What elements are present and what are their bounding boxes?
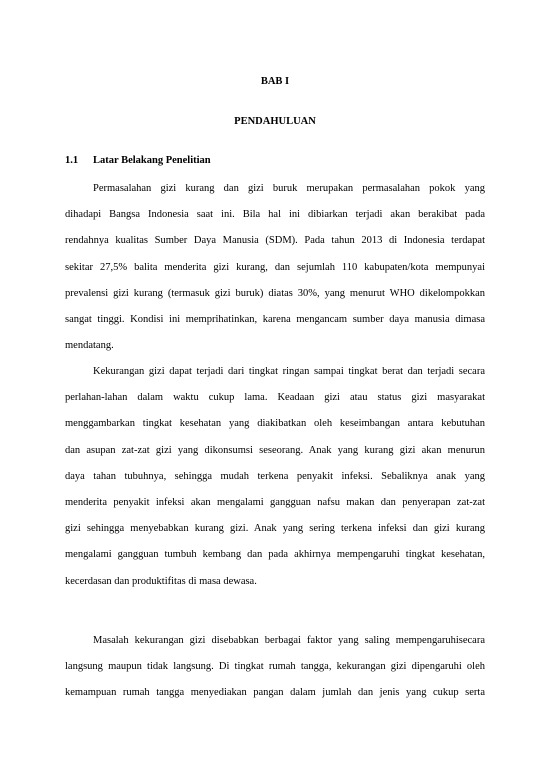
chapter-title: PENDAHULUAN: [234, 116, 316, 127]
paragraph-line: rendahnya kualitas Sumber Daya Manusia (SDM). Pada tahun 2013 di Indonesia terdapat: [65, 235, 485, 247]
paragraph-line: Permasalahan gizi kurang dan gizi buruk merupakan permasalahan pokok yang: [93, 183, 485, 194]
paragraph-line: daya tahan tubuhnya, sehingga mudah terkena penyakit infeksi. Sebaliknya anak yang: [65, 470, 485, 482]
chapter-number: BAB I: [260, 76, 290, 87]
paragraph-line: menggambarkan tingkat kesehatan yang diakibatkan oleh keseimbangan antara kebutuhan: [65, 418, 485, 430]
paragraph-line: kecerdasan dan produktifitas di masa dewasa.: [65, 575, 257, 587]
paragraph-line: dihadapi Bangsa Indonesia saat ini. Bila hal ini dibiarkan terjadi akan berakibat pada: [65, 209, 485, 221]
paragraph-line: mendatang.: [65, 340, 114, 352]
paragraph-line: sekitar 27,5% balita menderita gizi kurang, dan sejumlah 110 kabupaten/kota mempunyai: [65, 261, 485, 273]
paragraph-line: dan asupan zat-zat gizi yang dikonsumsi seseorang. Anak yang kurang gizi akan menurun: [65, 444, 485, 456]
paragraph-line: mengalami gangguan tumbuh kembang dan pada akhirnya mempengaruhi tingkat kesehatan,: [65, 549, 485, 561]
section-heading: [65, 155, 211, 166]
paragraph-2: [65, 359, 485, 595]
paragraph-line: gizi sehingga menyebabkan kurang gizi. Anak yang sering terkena infeksi dan gizi kurang: [65, 523, 485, 535]
paragraph-line: sangat tinggi. Kondisi ini memprihatinkan, karena mengancam sumber daya manusia dimasa: [65, 313, 485, 325]
section-title: Latar Belakang Penelitian: [93, 155, 211, 166]
paragraph-line: perlahan-lahan dalam waktu cukup lama. Keadaan gizi atau status gizi masyarakat: [65, 392, 485, 404]
paragraph-line: Masalah kekurangan gizi disebabkan berbagai faktor yang saling mempengaruhisecara: [93, 635, 485, 646]
paragraph-line: kemampuan rumah tangga menyediakan pangan dalam jumlah dan jenis yang cukup serta: [65, 687, 485, 699]
paragraph-line: Kekurangan gizi dapat terjadi dari tingkat ringan sampai tingkat berat dan terjadi secara: [93, 366, 485, 377]
paragraph-line: prevalensi gizi kurang (termasuk gizi buruk) diatas 30%, yang menurut WHO dikelompokkan: [65, 287, 485, 299]
paragraph-1: [65, 176, 485, 359]
section-number: 1.1: [65, 155, 79, 166]
paragraph-3: [65, 628, 485, 707]
paragraph-line: menderita penyakit infeksi akan mengalami gangguan nafsu makan dan penyerapan zat-zat: [65, 496, 485, 508]
paragraph-line: langsung maupun tidak langsung. Di tingkat rumah tangga, kekurangan gizi dipengaruhi oleh: [65, 661, 485, 673]
